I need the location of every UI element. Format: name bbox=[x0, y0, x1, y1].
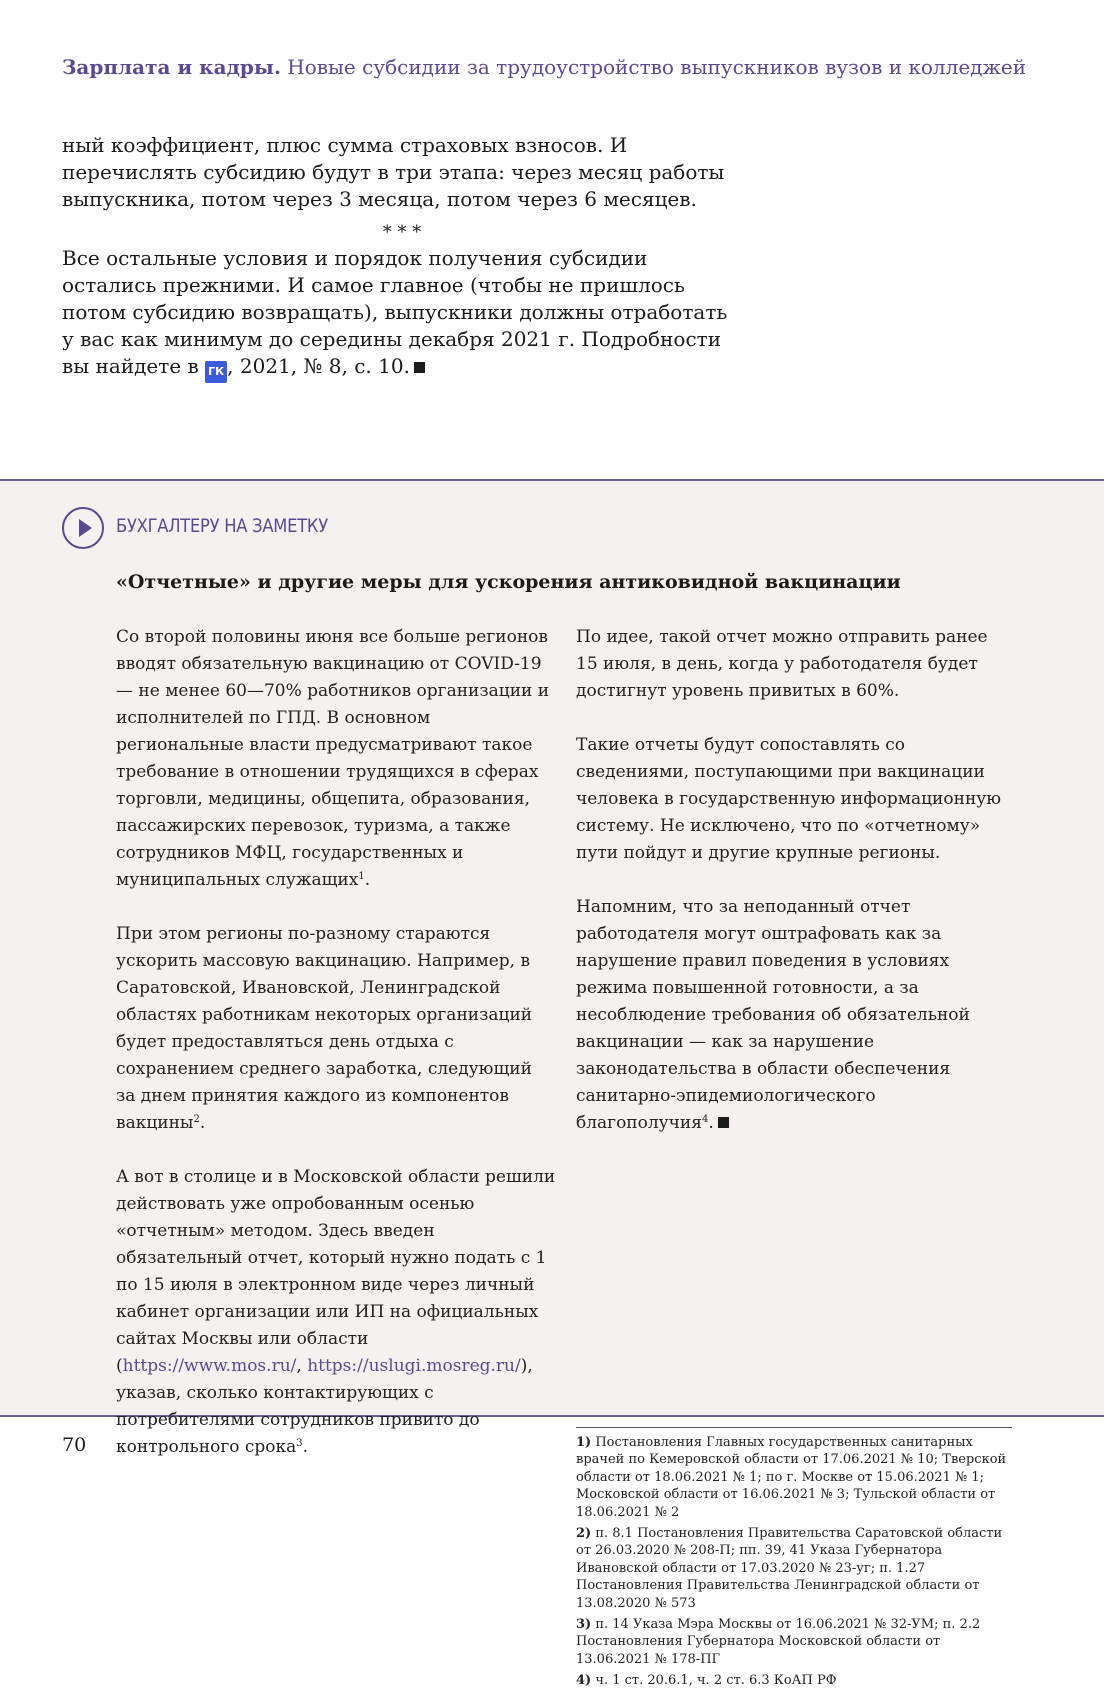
note-paragraph: А вот в столице и в Московской области решили действовать уже опробованным осенью «отчетным» методом. Здесь введен обязательный отчет, который нужно подать с 1 по 15 июля в электронном виде через личный кабинет организации или ИП на официальных сайтах Москвы или области (https://www.mos.ru/, https://uslugi.mosreg.ru/), указав, сколько контактирующих с потребителями сотрудников привито до контрольного срока$^3$. bbox=[116, 1167, 556, 1457]
note-label: БУХГАЛТЕРУ НА ЗАМЕТКУ bbox=[116, 515, 328, 537]
footnote-ref: 3 bbox=[296, 1438, 303, 1449]
end-mark-icon bbox=[718, 1117, 729, 1128]
gk-journal-icon: ГК bbox=[205, 361, 227, 383]
footnote-ref: 1 bbox=[358, 871, 365, 882]
note-paragraph: По идее, такой отчет можно отправить ранее 15 июля, в день, когда у работодателя будет достигнут уровень привитых в 60%. bbox=[576, 627, 988, 701]
note-right-column bbox=[576, 624, 1012, 1164]
accountant-note-box bbox=[0, 479, 1104, 1689]
footnotes bbox=[576, 1427, 1012, 1694]
footnote-ref: 4 bbox=[701, 1114, 709, 1125]
header-section: Зарплата и кадры. bbox=[62, 55, 281, 79]
note-paragraph: Напомним, что за неподанный отчет работодателя могут оштрафовать как за нарушение правил поведения в условиях режима повышенной готовности, а за несоблюдение требования об обязательной вакцинации — как за нарушение законодательства в области обеспечения санитарно-эпидемиологического благополучия$^4$. bbox=[576, 897, 970, 1133]
footnote: 2) п. 8.1 Постановления Правительства Саратовской области от 26.03.2020 № 208-П; пп. 39, 41 Указа Губернатора Ивановской области от 17.03.2020 № 23-уг; п. 1.27 Постановления Правительства Ленинградской области от 13.08.2020 № 573 bbox=[576, 1526, 1003, 1611]
page-header bbox=[62, 54, 1062, 80]
note-paragraph: Со второй половины июня все больше регионов вводят обязательную вакцинацию от COVID-19 — не менее 60—70% работников организации и исполнителей по ГПД. В основном региональные власти предусматривают такое требование в отношении трудящихся в сферах торговли, медицины, общепита, образования, пассажирских перевозок, туризма, а также сотрудников МФЦ, государственных и муниципальных служащих$^1$. bbox=[116, 627, 550, 890]
page-number: 70 bbox=[62, 1434, 87, 1456]
note-left-column bbox=[116, 624, 556, 1488]
mos-link[interactable]: https://www.mos.ru/ bbox=[122, 1356, 297, 1376]
note-paragraph: При этом регионы по-разному стараются ускорить массовую вакцинацию. Например, в Саратовской, Ивановской, Ленинградской областях работникам некоторых организаций будет предоставляться день отдыха с сохранением среднего заработка, следующий за днем принятия каждого из компонентов вакцины$^2$. bbox=[116, 924, 533, 1133]
note-paragraph: Такие отчеты будут сопоставлять со сведениями, поступающими при вакцинации человека в государственную информационную систему. Не исключено, что по «отчетному» пути пойдут и другие крупные регионы. bbox=[576, 735, 1002, 863]
play-icon bbox=[62, 507, 104, 549]
footnote: 4) ч. 1 ст. 20.6.1, ч. 2 ст. 6.3 КоАП РФ bbox=[576, 1673, 837, 1689]
article-paragraph: Все остальные условия и порядок получения субсидии остались прежними. И самое главное (чтобы не пришлось потом субсидию возвращать), выпускники должны отработать у вас как минимум до середины декабря 2021 г. Подробности вы найдете в ГК , 2021, № 8, с. 10. bbox=[62, 245, 742, 383]
header-title: Новые субсидии за трудоустройство выпускников вузов и колледжей bbox=[287, 55, 1027, 79]
article-paragraph: ный коэффициент, плюс сумма страховых взносов. И перечислять субсидию будут в три этапа: через месяц работы выпускника, потом через 3 месяца, потом через 6 месяцев. bbox=[62, 133, 725, 211]
section-divider: * * * bbox=[382, 222, 422, 243]
footnote: 3) п. 14 Указа Мэра Москвы от 16.06.2021 № 32-УМ; п. 2.2 Постановления Губернатора Московской области от 13.06.2021 № 178-ПГ bbox=[576, 1617, 981, 1667]
footnote-ref: 2 bbox=[193, 1114, 200, 1125]
article-continuation bbox=[62, 132, 742, 383]
end-mark-icon bbox=[414, 362, 425, 373]
footnote: 1) Постановления Главных государственных санитарных врачей по Кемеровской области от 17.06.2021 № 10; Тверской области от 18.06.2021 № 1; по г. Москве от 15.06.2021 № 1; Московской области от 16.06.2021 № 3; Тульской области от 18.06.2021 № 2 bbox=[576, 1435, 1007, 1520]
mosreg-link[interactable]: https://uslugi.mosreg.ru/ bbox=[307, 1356, 521, 1376]
note-title: «Отчетные» и другие меры для ускорения антиковидной вакцинации bbox=[116, 571, 901, 593]
